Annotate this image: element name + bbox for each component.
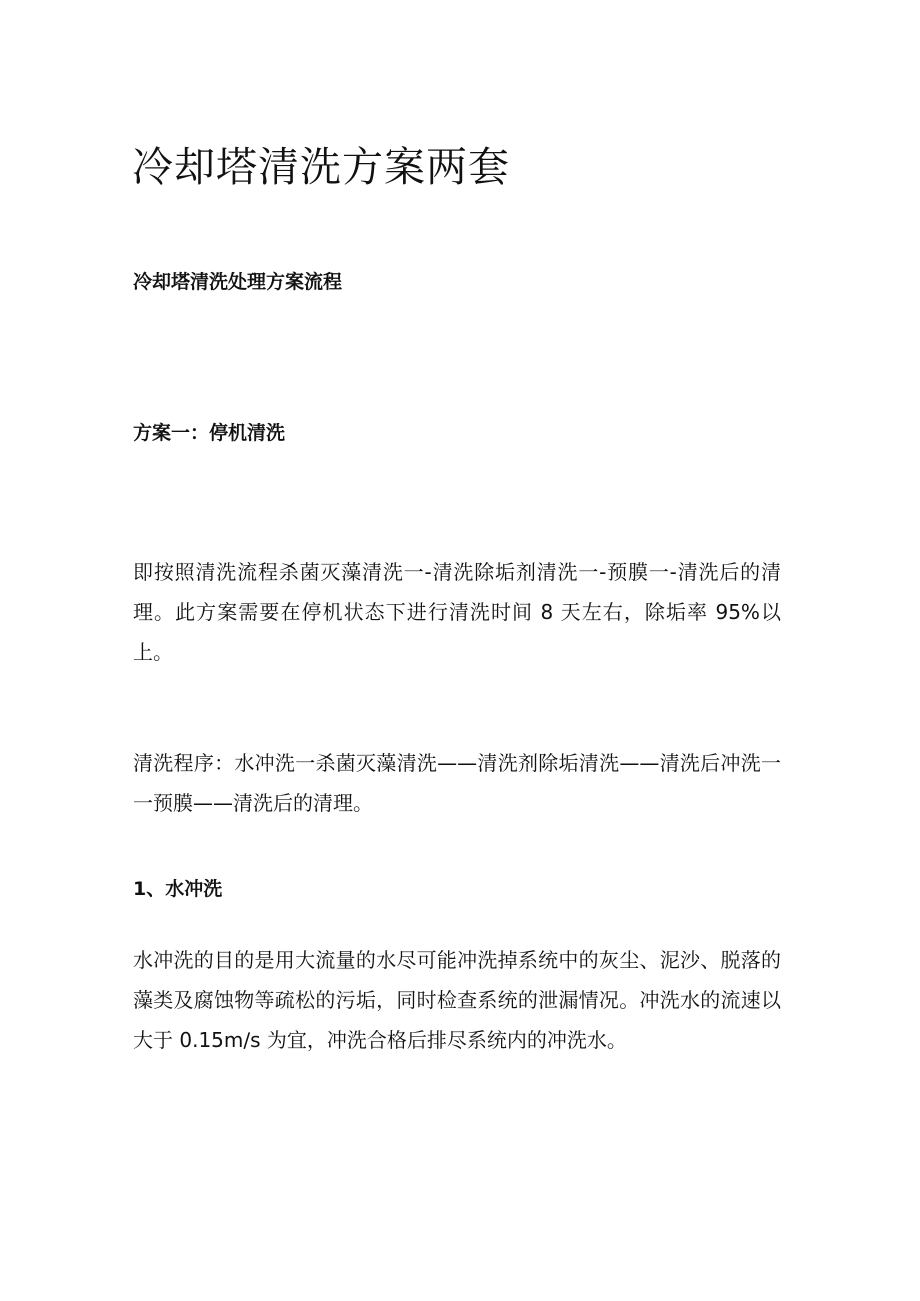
water-flush-heading: 1、水冲洗 bbox=[133, 878, 223, 900]
cleaning-steps-paragraph: 清洗程序：水冲洗一杀菌灭藻清洗——清洗剂除垢清洗——清洗后冲洗一一预膜——清洗后的清理。 bbox=[133, 751, 781, 815]
document-title: 冷却塔清洗方案两套 bbox=[132, 143, 510, 191]
water-flush-paragraph: 水冲洗的目的是用大流量的水尽可能冲洗掉系统中的灰尘、泥沙、脱落的藻类及腐蚀物等疏松的污垢，同时检查系统的泄漏情况。冲洗水的流速以大于 0.15m∕s 为宜，冲洗合格后排尽系统内的冲洗水。 bbox=[133, 948, 781, 1052]
process-heading: 冷却塔清洗处理方案流程 bbox=[133, 271, 343, 293]
plan1-paragraph: 即按照清洗流程杀菌灭藻清洗一-清洗除垢剂清洗一-预膜一-清洗后的清理。此方案需要在停机状态下进行清洗时间 8 天左右，除垢率 95%以上。 bbox=[133, 560, 781, 664]
plan1-heading: 方案一：停机清洗 bbox=[133, 422, 286, 444]
